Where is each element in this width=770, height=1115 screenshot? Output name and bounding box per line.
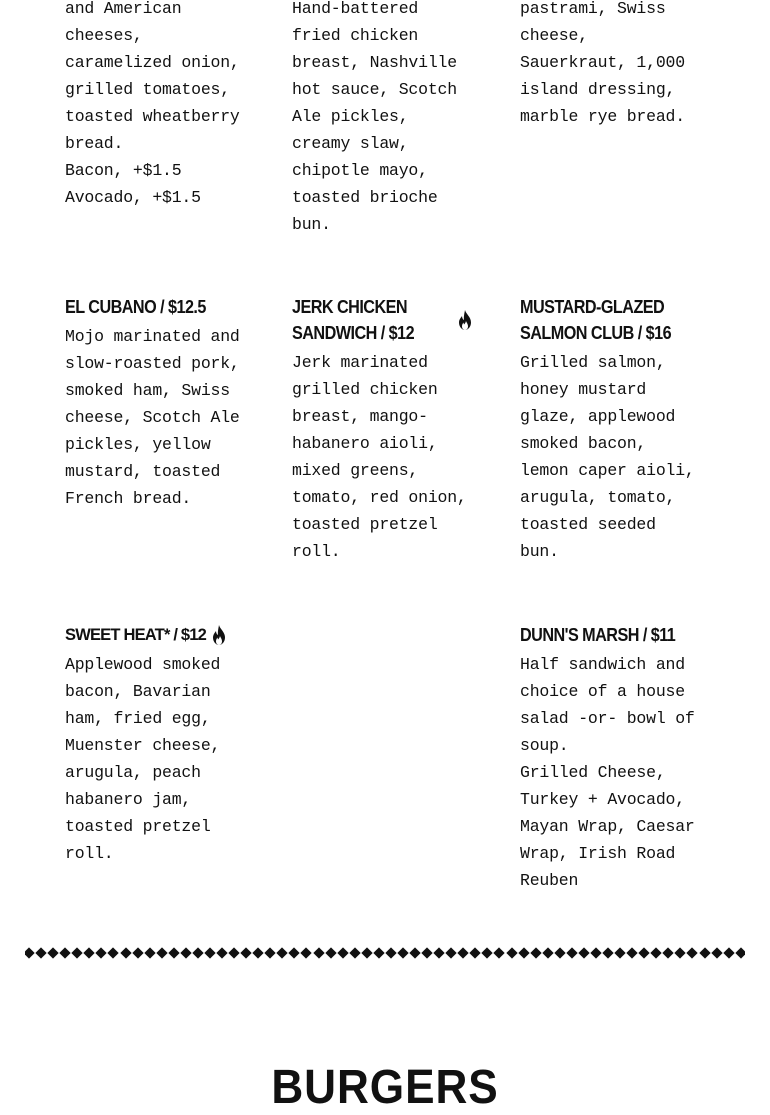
description-line: grilled tomatoes, [65, 80, 230, 99]
menu-item-mustard-glazed-salmon-club [520, 294, 720, 565]
menu-item-dunns-marsh [520, 622, 720, 894]
divider-diamond [96, 947, 107, 958]
divider-diamond [458, 947, 469, 958]
divider-diamond [409, 947, 420, 958]
divider-diamond [108, 947, 119, 958]
description-line: smoked bacon, [520, 434, 647, 453]
divider-diamond [470, 947, 481, 958]
menu-item-top-middle-description [292, 0, 492, 238]
description-line: toasted seeded [520, 515, 656, 534]
divider-diamond [626, 947, 637, 958]
divider-diamond [144, 947, 155, 958]
description-line: Mojo marinated and [65, 327, 240, 346]
description-line: Ale pickles, [292, 107, 409, 126]
description-line: roll. [65, 844, 114, 863]
divider-diamond [180, 947, 191, 958]
menu-item-title-line2: SANDWICH / $12 [292, 323, 415, 343]
divider-diamond [711, 947, 722, 958]
menu-item-title-line2: SALMON CLUB / $16 [520, 323, 672, 343]
divider-diamond [518, 947, 529, 958]
addon-line: Avocado, +$1.5 [65, 188, 201, 207]
divider-diamond [84, 947, 95, 958]
divider-diamond [373, 947, 384, 958]
description-line: French bread. [65, 489, 192, 508]
menu-item-title: EL CUBANO / $12.5 [65, 297, 206, 317]
divider-diamond [337, 947, 348, 958]
description-line: toasted brioche [292, 188, 438, 207]
menu-item-description [65, 323, 265, 512]
divider-diamond [216, 947, 227, 958]
menu-item-description [65, 651, 265, 867]
description-line: grilled chicken [292, 380, 438, 399]
diamond-divider [25, 944, 745, 962]
description-line: breast, mango- [292, 407, 428, 426]
divider-diamond [192, 947, 203, 958]
description-line: pickles, yellow [65, 435, 211, 454]
menu-item-title: SWEET HEAT* / $12 [65, 626, 207, 644]
divider-diamond [277, 947, 288, 958]
description-line: habanero jam, [65, 790, 192, 809]
divider-diamond [614, 947, 625, 958]
description-line: and American [65, 0, 182, 18]
menu-item-description [520, 651, 720, 894]
description-line: bun. [292, 215, 331, 234]
description-line: Hand-battered [292, 0, 419, 18]
menu-item-jerk-chicken-sandwich [292, 294, 472, 565]
divider-diamond [228, 947, 239, 958]
divider-diamond [60, 947, 71, 958]
divider-diamond [494, 947, 505, 958]
divider-diamond [675, 947, 686, 958]
divider-diamond [421, 947, 432, 958]
description-line: bacon, Bavarian [65, 682, 211, 701]
divider-diamond [120, 947, 131, 958]
menu-item-top-left-description [65, 0, 265, 211]
description-line: Applewood smoked [65, 655, 221, 674]
divider-diamond [240, 947, 251, 958]
menu-item-title: MUSTARD-GLAZED [520, 297, 665, 317]
divider-diamond [433, 947, 444, 958]
divider-diamond [530, 947, 541, 958]
description-line: Sauerkraut, 1,000 [520, 53, 685, 72]
divider-diamond [385, 947, 396, 958]
divider-diamond [313, 947, 324, 958]
description-line: hot sauce, Scotch [292, 80, 457, 99]
menu-item-description [292, 349, 472, 565]
divider-diamond [349, 947, 360, 958]
description-line: Wrap, Irish Road [520, 844, 676, 863]
description-line: habanero aioli, [292, 434, 438, 453]
divider-diamond [25, 947, 35, 958]
description-line: arugula, tomato, [520, 488, 676, 507]
divider-diamond [265, 947, 276, 958]
divider-diamond [578, 947, 589, 958]
divider-diamond [446, 947, 457, 958]
description-line: marble rye bread. [520, 107, 685, 126]
divider-diamond [651, 947, 662, 958]
menu-item-description [520, 349, 720, 565]
description-line: salad -or- bowl of [520, 709, 695, 728]
description-line: creamy slaw, [292, 134, 409, 153]
menu-item-top-right-description [520, 0, 720, 130]
description-line: toasted pretzel [292, 515, 438, 534]
description-line: arugula, peach [65, 763, 201, 782]
description-line: soup. [520, 736, 569, 755]
description-line: Mayan Wrap, Caesar [520, 817, 695, 836]
description-line: cheese, Scotch Ale [65, 408, 240, 427]
flame-icon [458, 310, 472, 330]
divider-diamond [699, 947, 710, 958]
divider-diamond [397, 947, 408, 958]
description-line: caramelized onion, [65, 53, 240, 72]
description-line: mustard, toasted [65, 462, 221, 481]
description-line: fried chicken [292, 26, 419, 45]
divider-diamond [301, 947, 312, 958]
description-line: Jerk marinated [292, 353, 428, 372]
description-line: Half sandwich and [520, 655, 685, 674]
divider-diamond [602, 947, 613, 958]
divider-diamond [639, 947, 650, 958]
divider-diamond [590, 947, 601, 958]
divider-diamond [132, 947, 143, 958]
divider-diamond [482, 947, 493, 958]
description-line: Grilled Cheese, [520, 763, 666, 782]
divider-diamond [566, 947, 577, 958]
description-line: ham, fried egg, [65, 709, 211, 728]
description-line: Muenster cheese, [65, 736, 221, 755]
description-line: toasted pretzel [65, 817, 211, 836]
description-line: toasted wheatberry [65, 107, 240, 126]
divider-diamond [289, 947, 300, 958]
divider-diamond [204, 947, 215, 958]
description-line: Reuben [520, 871, 579, 890]
section-title-burgers: BURGERS [271, 1061, 499, 1114]
divider-diamond [506, 947, 517, 958]
description-line: pastrami, Swiss [520, 0, 666, 18]
description-line: chipotle mayo, [292, 161, 428, 180]
divider-diamond [735, 947, 745, 958]
description-line: Grilled salmon, [520, 353, 666, 372]
description-line: choice of a house [520, 682, 685, 701]
description-line: bun. [520, 542, 559, 561]
divider-diamond [47, 947, 58, 958]
description-line: tomato, red onion, [292, 488, 467, 507]
description-line: island dressing, [520, 80, 676, 99]
description-line: slow-roasted pork, [65, 354, 240, 373]
divider-diamond [325, 947, 336, 958]
divider-diamond [72, 947, 83, 958]
menu-item-el-cubano [65, 294, 265, 512]
menu-item-title: DUNN'S MARSH / $11 [520, 625, 676, 645]
divider-diamond [687, 947, 698, 958]
divider-diamond [723, 947, 734, 958]
menu-item-sweet-heat [65, 622, 265, 867]
description-line: glaze, applewood [520, 407, 676, 426]
description-line: Turkey + Avocado, [520, 790, 685, 809]
description-line: cheese, [520, 26, 588, 45]
divider-diamond [663, 947, 674, 958]
addon-line: Bacon, +$1.5 [65, 161, 182, 180]
menu-item-title: JERK CHICKEN [292, 297, 408, 317]
divider-diamond [168, 947, 179, 958]
divider-diamond [361, 947, 372, 958]
description-line: smoked ham, Swiss [65, 381, 230, 400]
divider-diamond [554, 947, 565, 958]
divider-diamond [253, 947, 264, 958]
divider-diamond [542, 947, 553, 958]
description-line: lemon caper aioli, [520, 461, 695, 480]
description-line: mixed greens, [292, 461, 419, 480]
description-line: roll. [292, 542, 341, 561]
description-line: cheeses, [65, 26, 143, 45]
description-line: bread. [65, 134, 124, 153]
description-line: breast, Nashville [292, 53, 457, 72]
divider-diamond [156, 947, 167, 958]
divider-diamond [35, 947, 46, 958]
flame-icon [212, 625, 226, 645]
description-line: honey mustard [520, 380, 647, 399]
